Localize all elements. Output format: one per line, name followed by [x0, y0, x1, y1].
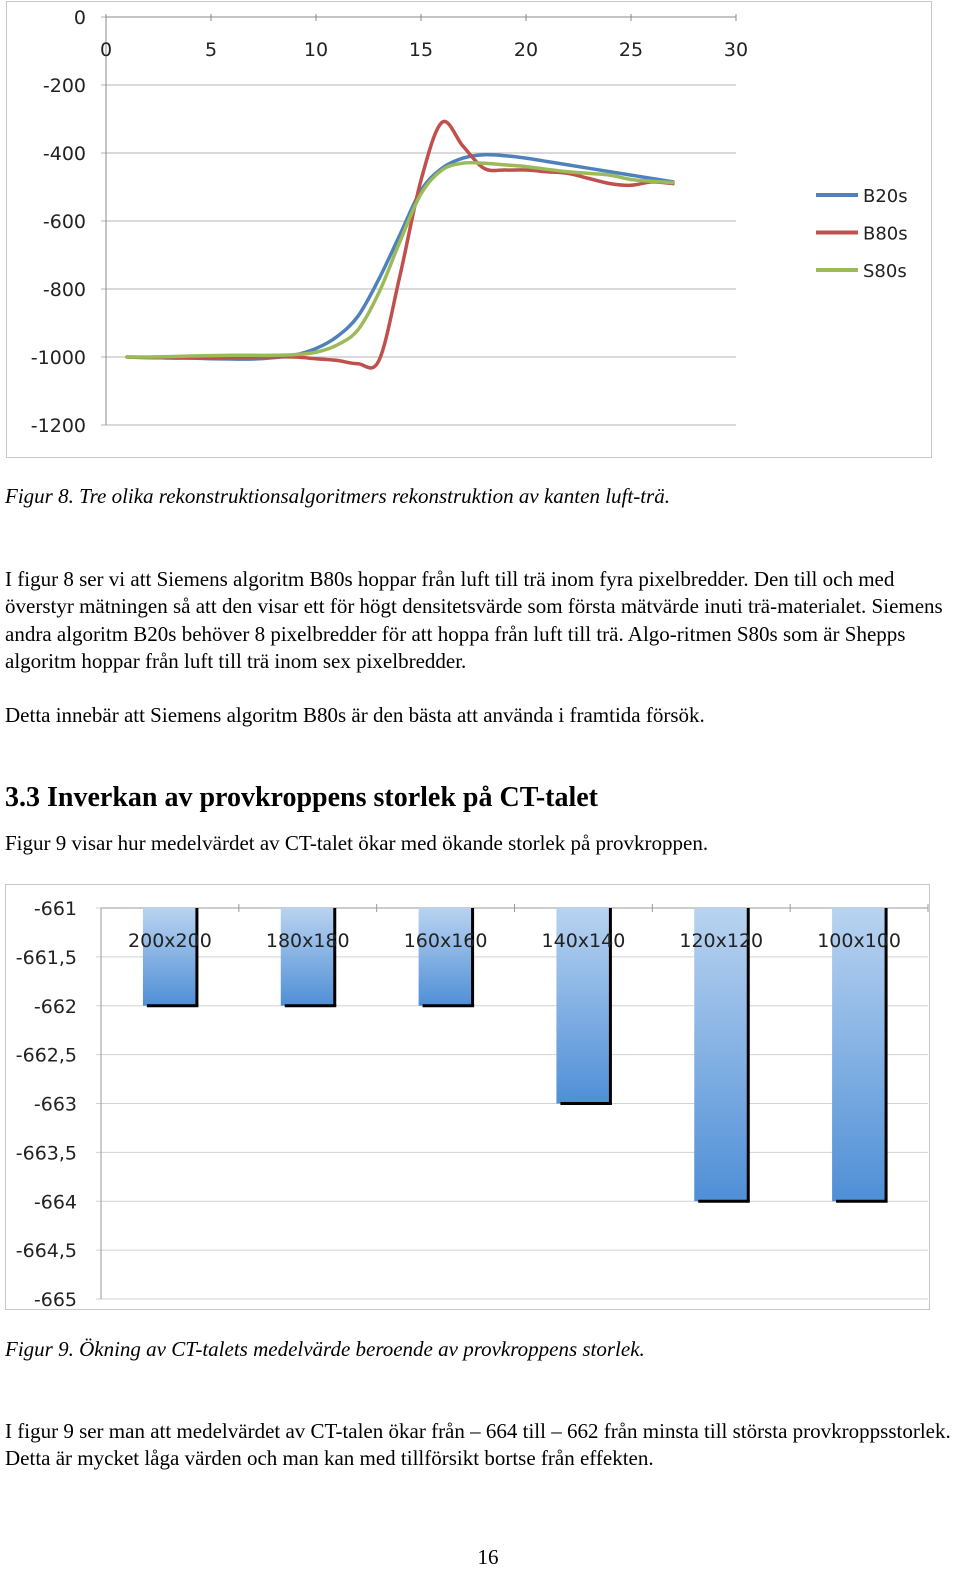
y-tick-label: -665 [33, 1289, 77, 1309]
y-tick-label: -1000 [30, 347, 86, 369]
y-tick-label: -664,5 [15, 1240, 77, 1263]
y-tick-label: -800 [42, 279, 86, 301]
x-tick-label: 30 [723, 39, 749, 61]
y-tick-label: -663,5 [15, 1142, 77, 1165]
y-tick-label: -200 [42, 75, 86, 97]
figure-8-caption: Figur 8. Tre olika rekonstruktionsalgoritmers rekonstruktion av kanten luft-trä. [5, 484, 670, 508]
x-tick-label: 25 [618, 39, 644, 61]
x-tick-label: 5 [204, 39, 218, 61]
category-label: 180x180 [265, 930, 350, 952]
y-tick-label: -662,5 [15, 1044, 77, 1067]
paragraph: I figur 8 ser vi att Siemens algoritm B80s hoppar från luft till trä inom fyra pixelbredder. Den till och med överstyr mätningen så att den visar ett för högt densitetsvärde som första mätvärde inuti trä-materialet. Siemens andra algoritm B20s behöver 8 pixelbredder för att hoppa från luft till trä. Algo-ritmen S80s som är Shepps algoritm hoppar från luft till trä inom sex pixelbredder. [5, 567, 943, 673]
y-tick-label: -663 [33, 1093, 77, 1116]
y-tick-label: -661,5 [15, 946, 77, 969]
series-line-b20s [127, 155, 673, 360]
figure-8-chart [6, 1, 932, 458]
bar-chart [6, 885, 929, 1309]
section-heading: 3.3 Inverkan av provkroppens storlek på CT-talet [5, 782, 599, 813]
y-tick-label: -662 [33, 995, 77, 1018]
y-tick-label: -664 [33, 1191, 77, 1214]
legend-label: B80s [863, 223, 908, 245]
line-chart [7, 2, 931, 457]
category-label: 140x140 [541, 930, 626, 952]
category-label: 120x120 [679, 930, 764, 952]
category-label: 160x160 [403, 930, 488, 952]
x-tick-label: 10 [303, 39, 329, 61]
y-tick-label: 0 [73, 7, 86, 29]
x-tick-label: 20 [513, 39, 539, 61]
y-tick-label: -400 [42, 143, 86, 165]
category-label: 100x100 [817, 930, 901, 952]
legend-label: S80s [863, 261, 907, 282]
category-label: 200x200 [128, 930, 212, 952]
paragraph: Figur 9 visar hur medelvärdet av CT-talet ökar med ökande storlek på provkroppen. [5, 831, 709, 855]
x-tick-label: 15 [408, 39, 434, 61]
y-tick-label: -600 [42, 211, 86, 233]
bar [143, 908, 197, 1006]
paragraph: Detta innebär att Siemens algoritm B80s är den bästa att använda i framtida försök. [5, 703, 705, 727]
series-line-s80s [127, 163, 673, 357]
paragraph: I figur 9 ser man att medelvärdet av CT-talen ökar från – 664 till – 662 från minsta till största provkroppsstorlek. Detta är mycket låga värden och man kan med tillförsikt bortse från effekten. [5, 1419, 951, 1471]
bar [281, 908, 335, 1006]
figure-9-chart [5, 884, 930, 1310]
y-tick-label: -661 [33, 898, 77, 920]
x-tick-label: 0 [99, 39, 113, 61]
bar [419, 908, 473, 1006]
page-number: 16 [477, 1545, 499, 1569]
legend-label: B20s [863, 186, 908, 207]
y-tick-label: -1200 [30, 415, 86, 437]
figure-9-caption: Figur 9. Ökning av CT-talets medelvärde beroende av provkroppens storlek. [5, 1337, 645, 1361]
